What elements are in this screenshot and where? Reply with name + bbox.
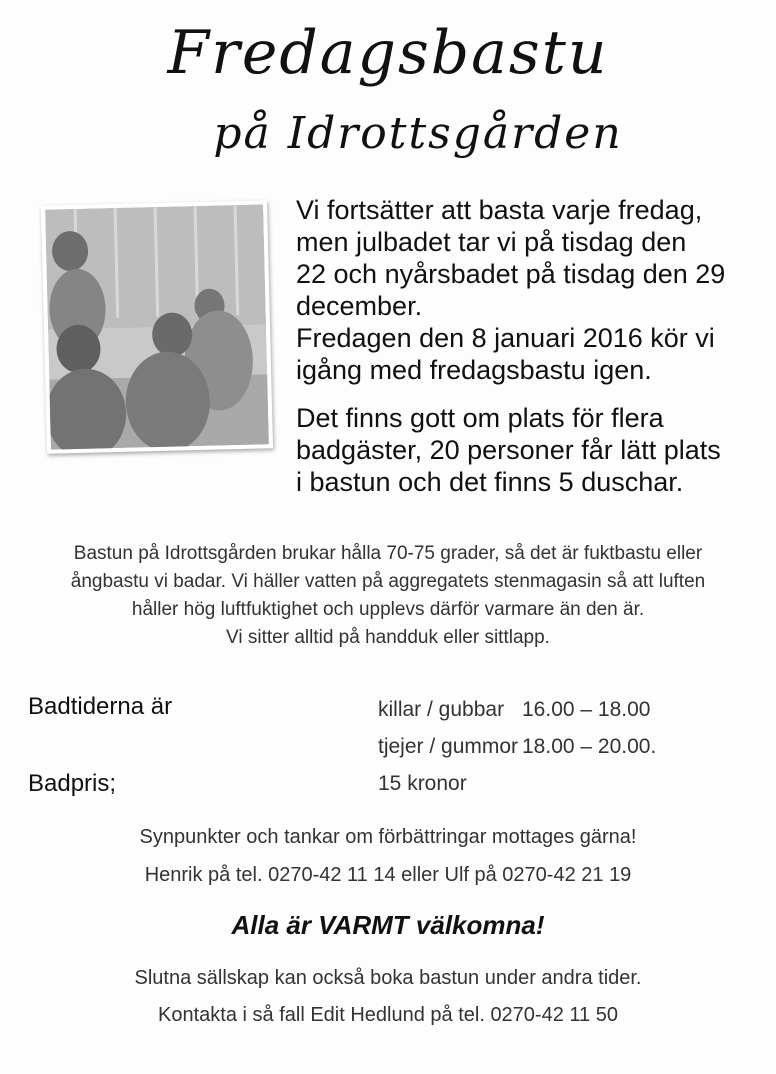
intro-line: igång med fredagsbastu igen.: [296, 355, 652, 385]
info-line: håller hög luftfuktighet och upplevs därför varmare än den är.: [131, 599, 645, 620]
welcome-text: Alla är VARMT välkomna!: [231, 910, 545, 940]
poster-title: Fredagsbastu: [167, 18, 609, 88]
info-line: Bastun på Idrottsgården brukar hålla 70-75 grader, så det är fuktbastu eller: [73, 543, 703, 564]
slot-group: killar / gubbar: [378, 698, 505, 721]
intro-paragraph-2: [296, 402, 766, 498]
intro-line: Det finns gott om plats för flera: [296, 403, 664, 433]
sauna-photo: [41, 200, 273, 453]
intro-text: [296, 194, 766, 498]
slot-group: tjejer / gummor: [378, 735, 519, 758]
intro-paragraph-1: [296, 194, 766, 386]
poster-subtitle: på Idrottsgården: [213, 108, 623, 159]
times-label: Badtiderna är: [28, 693, 173, 720]
sauna-info: [0, 540, 776, 652]
slot-time: 18.00 – 20.00.: [522, 735, 657, 758]
feedback-line: Synpunkter och tankar om förbättringar mottages gärna!: [139, 826, 637, 848]
intro-line: december.: [296, 291, 423, 321]
booking-line: Slutna sällskap kan också boka bastun under andra tider.: [134, 967, 642, 989]
info-line: ångbastu vi badar. Vi häller vatten på aggregatets stenmagasin så att luften: [70, 571, 706, 592]
intro-line: i bastun och det finns 5 duschar.: [296, 467, 684, 497]
intro-line: badgäster, 20 personer får lätt plats: [296, 435, 721, 465]
slot-time: 16.00 – 18.00: [522, 698, 651, 721]
booking-contact-line: Kontakta i så fall Edit Hedlund på tel. 0270-42 11 50: [158, 1004, 618, 1026]
intro-line: 22 och nyårsbadet på tisdag den 29: [296, 259, 726, 289]
info-line: Vi sitter alltid på handduk eller sittlapp.: [226, 627, 550, 648]
intro-line: men julbadet tar vi på tisdag den: [296, 227, 687, 257]
contact-line: Henrik på tel. 0270-42 11 14 eller Ulf på 0270-42 21 19: [144, 864, 632, 886]
intro-line: Fredagen den 8 januari 2016 kör vi: [296, 323, 715, 353]
price-value: 15 kronor: [378, 772, 467, 795]
intro-line: Vi fortsätter att basta varje fredag,: [296, 195, 703, 225]
price-label: Badpris;: [28, 770, 117, 797]
